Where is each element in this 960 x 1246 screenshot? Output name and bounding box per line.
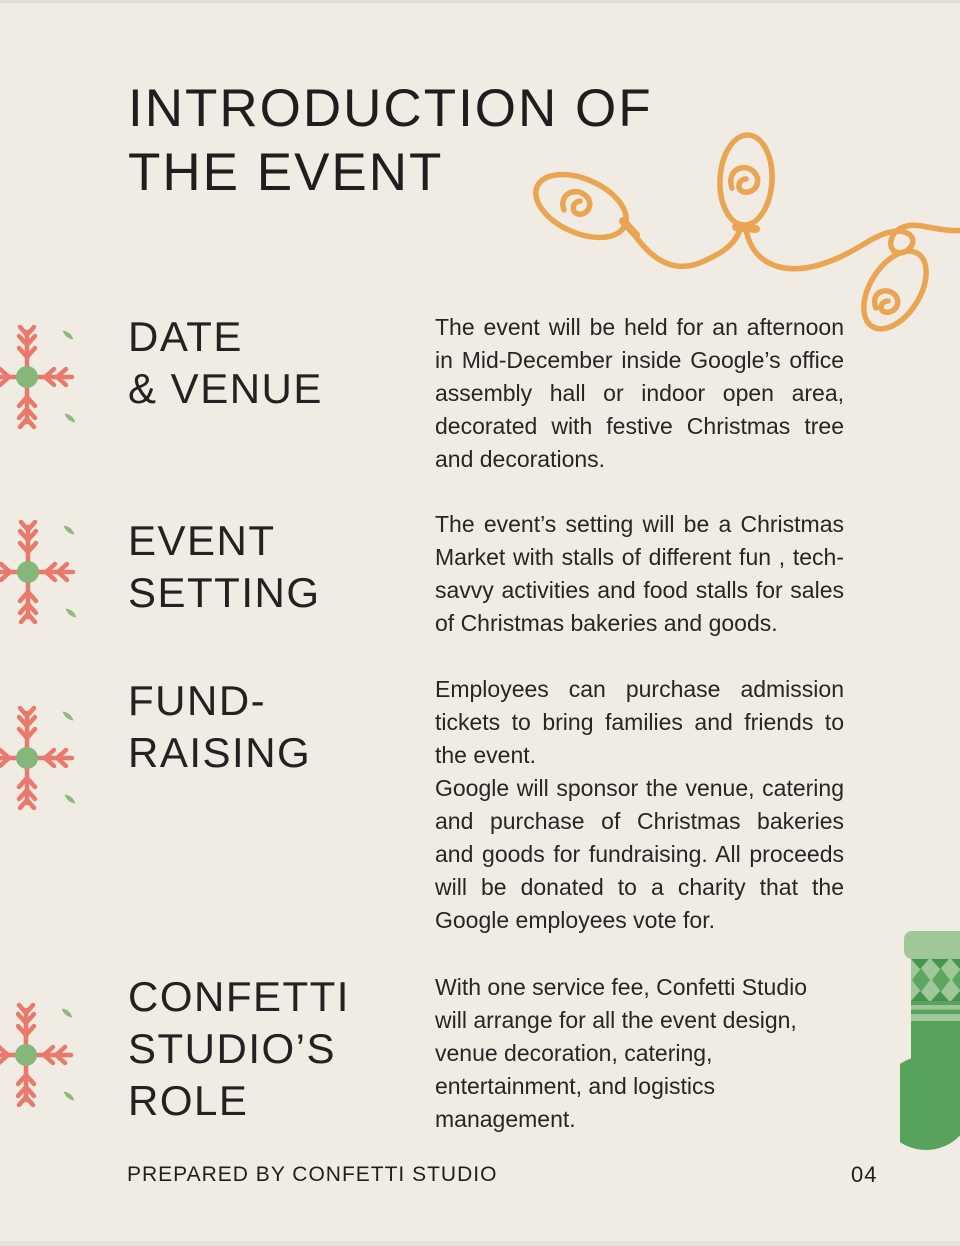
body-paragraph: Google will sponsor the venue, catering and purchase of Christmas bakeries and goods for fundraising. All proceeds will be donated to a charity that the Google employees vote for. <box>435 775 844 933</box>
snowflake-icon <box>0 706 81 810</box>
body-paragraph: Employees can purchase admission tickets to bring families and friends to the event. <box>435 676 844 768</box>
page-title-line2: THE EVENT <box>128 143 444 202</box>
heading-line: EVENT <box>128 517 276 564</box>
body-paragraph: With one service fee, Confetti Studio will arrange for all the event design, venue decoration, catering, entertainment, and logistics management. <box>435 974 808 1132</box>
section-body-date-venue <box>435 311 844 476</box>
heading-line: CONFETTI <box>128 973 350 1020</box>
section-heading-confetti-role <box>128 971 428 1127</box>
snowflake-icon <box>0 325 81 429</box>
section-body-fund-raising <box>435 673 844 937</box>
page-edge-top <box>0 0 960 3</box>
page-title-line1: INTRODUCTION OF <box>128 79 653 138</box>
heading-line: RAISING <box>128 729 312 776</box>
string-lights-icon <box>524 124 960 336</box>
heading-line: STUDIO’S <box>128 1025 337 1072</box>
heading-line: & VENUE <box>128 365 323 412</box>
section-heading-date-venue <box>128 311 428 415</box>
footer-prepared-by: PREPARED BY CONFETTI STUDIO <box>127 1163 498 1186</box>
footer-page-number: 04 <box>851 1162 878 1187</box>
heading-line: DATE <box>128 313 243 360</box>
section-heading-event-setting <box>128 515 428 619</box>
snowflake-icon <box>0 520 82 624</box>
body-paragraph: The event will be held for an afternoon in Mid-December inside Google’s office assembly hall or indoor open area, decorated with festive Christmas tree and decorations. <box>435 314 844 472</box>
heading-line: FUND- <box>128 677 267 724</box>
snowflake-icon <box>0 1003 80 1107</box>
heading-line: SETTING <box>128 569 321 616</box>
section-heading-fund-raising <box>128 675 428 779</box>
section-body-confetti-role <box>435 971 844 1136</box>
section-body-event-setting <box>435 508 844 640</box>
stocking-icon <box>900 928 960 1158</box>
body-paragraph: The event’s setting will be a Christmas Market with stalls of different fun , tech-savvy activities and food stalls for sales of Christmas bakeries and goods. <box>435 511 844 636</box>
heading-line: ROLE <box>128 1077 249 1124</box>
page-edge-bottom <box>0 1241 960 1246</box>
